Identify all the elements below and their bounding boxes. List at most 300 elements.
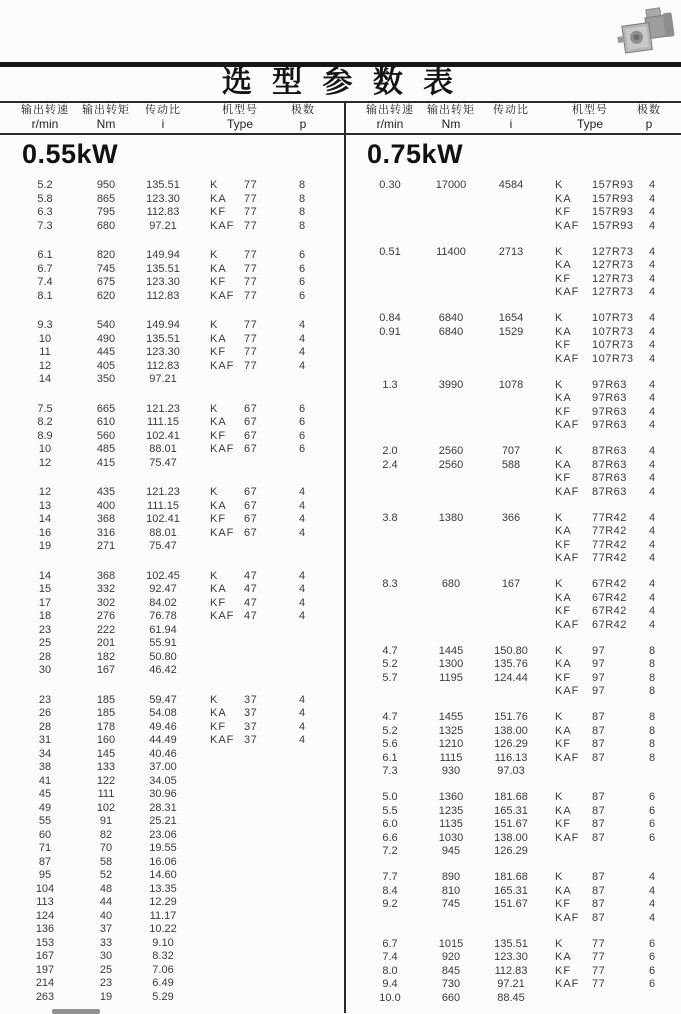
header-unit: i [161, 117, 165, 131]
cell-type-letter [194, 991, 244, 1005]
cell-poles: 6 [298, 276, 306, 288]
table-row [355, 578, 679, 592]
cell-output-speed: 5.2 [382, 724, 398, 737]
cell-ratio: 102.45 [146, 569, 180, 582]
cell-output-torque: 91 [99, 815, 113, 827]
cell-ratio: 30.96 [149, 788, 177, 800]
cell-type-size [244, 829, 284, 843]
cell-type-letter: KAF [555, 978, 580, 990]
cell-type-size [592, 992, 642, 1006]
table-row [10, 964, 340, 978]
cell-type-letter: KF [555, 272, 572, 285]
table-row [355, 472, 679, 486]
cell-type-size: 67 [244, 526, 258, 539]
cell-output-speed: 0.51 [379, 245, 401, 258]
table-row [355, 752, 679, 766]
cell-output-speed: 113 [36, 896, 54, 908]
cell-ratio: 55.91 [149, 637, 177, 649]
table-row [10, 761, 340, 775]
cell-poles: 4 [648, 485, 656, 498]
cell-output-torque [425, 259, 477, 273]
cell-output-speed: 7.5 [37, 402, 53, 415]
cell-type-size: 67R42 [592, 578, 627, 590]
cell-output-torque: 950 [96, 179, 116, 191]
cell-output-speed: 14 [38, 513, 52, 525]
table-row [355, 286, 679, 300]
cell-poles: 4 [648, 419, 656, 431]
cell-type-size: 87 [592, 898, 606, 910]
table-row [355, 392, 679, 406]
cell-output-speed [355, 220, 425, 234]
cell-poles: 8 [648, 685, 656, 697]
header-unit: Nm [96, 117, 116, 131]
cell-output-speed: 5.2 [382, 658, 398, 670]
cell-ratio [477, 605, 545, 619]
cell-ratio: 88.01 [149, 526, 177, 539]
cell-poles: 4 [648, 286, 656, 298]
cell-poles: 4 [648, 179, 656, 191]
cell-output-torque: 560 [96, 429, 116, 442]
cell-type-letter [194, 964, 244, 978]
cell-ratio: 123.30 [494, 951, 528, 963]
cell-output-torque: 660 [441, 991, 461, 1004]
cell-ratio: 97.21 [497, 978, 525, 990]
cell-poles [284, 937, 320, 951]
cell-ratio: 150.80 [494, 644, 528, 657]
cell-type-size [244, 896, 284, 910]
cell-type-letter: K [555, 644, 564, 657]
table-row [355, 791, 679, 805]
cell-type-size: 47 [244, 610, 258, 622]
cell-poles: 6 [648, 791, 656, 803]
cell-output-torque: 675 [96, 276, 116, 288]
cell-type-size: 127R73 [592, 272, 634, 285]
table-row [10, 457, 340, 471]
cell-poles: 6 [298, 289, 306, 302]
cell-type-letter: KAF [555, 286, 580, 298]
cell-ratio [477, 619, 545, 633]
cell-output-speed: 14 [38, 373, 52, 385]
cell-output-torque: 1115 [439, 751, 463, 764]
cell-type-letter: K [555, 711, 564, 723]
cell-type-size: 87 [592, 738, 606, 750]
table-row [355, 871, 679, 885]
cell-poles: 4 [648, 898, 656, 910]
cell-type-letter: KA [210, 192, 227, 205]
cell-output-torque: 40 [99, 909, 113, 922]
table-row [10, 249, 340, 263]
header-ratio [477, 104, 545, 131]
cell-output-speed: 7.2 [382, 845, 398, 857]
row-group [355, 312, 679, 366]
table-row [10, 319, 340, 333]
cell-type-size [244, 457, 284, 471]
cell-poles: 6 [648, 937, 656, 950]
cell-type-size: 77 [244, 192, 258, 205]
cell-type-letter: KAF [210, 289, 235, 302]
cell-type-letter: KAF [210, 610, 235, 622]
cell-output-torque: 680 [96, 219, 116, 232]
cell-type-letter: K [555, 445, 564, 457]
table-row [355, 765, 679, 779]
table-row [10, 829, 340, 843]
cell-output-torque [425, 286, 477, 300]
table-row [10, 910, 340, 924]
cell-poles [284, 923, 320, 937]
table-row [355, 406, 679, 420]
cell-output-torque [425, 539, 477, 553]
cell-type-letter: K [555, 179, 564, 191]
cell-type-letter: KA [555, 458, 572, 471]
cell-ratio: 123.30 [146, 346, 180, 358]
cell-poles: 4 [648, 605, 656, 617]
cell-output-speed: 87 [38, 855, 52, 868]
cell-output-speed: 6.1 [382, 751, 398, 764]
table-row [10, 610, 340, 624]
cell-type-size [592, 845, 642, 859]
header-output-speed [10, 104, 80, 131]
cell-poles: 8 [648, 658, 656, 670]
cell-ratio: 19.55 [149, 842, 177, 854]
cell-type-letter: KF [210, 206, 227, 218]
header-unit: p [299, 117, 307, 131]
cell-type-letter: K [555, 312, 564, 324]
cell-poles: 6 [298, 262, 306, 275]
table-row [10, 527, 340, 541]
cell-type-size: 107R73 [592, 339, 634, 351]
cell-output-torque: 160 [96, 734, 116, 746]
table-row [355, 805, 679, 819]
cell-output-torque: 6840 [438, 312, 464, 324]
cell-output-torque: 1360 [438, 791, 464, 803]
cell-poles [284, 842, 320, 856]
cell-type-size [244, 842, 284, 856]
cell-type-letter: K [210, 179, 219, 191]
cell-ratio: 61.94 [149, 623, 177, 636]
cell-poles [284, 761, 320, 775]
cell-ratio: 9.10 [152, 936, 174, 949]
cell-ratio: 97.21 [149, 373, 177, 385]
cell-type-size: 47 [244, 569, 258, 582]
cell-type-size: 97R63 [592, 419, 627, 431]
cell-type-size: 37 [244, 707, 258, 719]
gearbox-product-photo [613, 2, 679, 64]
cell-type-size: 77 [244, 262, 258, 275]
table-row [10, 788, 340, 802]
cell-ratio [477, 339, 545, 353]
cell-ratio: 88.01 [149, 443, 177, 455]
cell-output-speed: 38 [38, 761, 52, 773]
cell-output-torque: 17000 [435, 179, 467, 191]
header-label-cn: 输出转矩 [427, 104, 475, 116]
cell-type-size: 77 [592, 951, 606, 963]
cell-output-speed: 104 [35, 882, 55, 895]
cell-type-letter: KA [555, 804, 572, 817]
cell-ratio: 135.51 [494, 937, 528, 950]
cell-type-size [244, 923, 284, 937]
cell-output-speed: 197 [35, 963, 55, 976]
cell-type-letter [194, 910, 244, 924]
cell-ratio: 76.78 [149, 610, 177, 622]
cell-type-size: 157R93 [592, 192, 634, 205]
cell-output-speed: 31 [38, 734, 52, 746]
row-group [10, 249, 340, 303]
cell-ratio: 13.35 [149, 882, 177, 895]
cell-ratio: 151.67 [494, 818, 528, 830]
cell-type-letter [194, 788, 244, 802]
table-row [355, 206, 679, 220]
cell-type-letter [194, 883, 244, 897]
cell-type-size: 97 [592, 644, 606, 657]
cell-type-letter: KA [210, 262, 227, 275]
cell-output-torque [425, 273, 477, 287]
cell-type-size [244, 637, 284, 651]
cell-ratio [477, 286, 545, 300]
cell-type-size: 37 [244, 720, 258, 733]
cell-poles: 6 [648, 964, 656, 977]
table-row [355, 738, 679, 752]
cell-output-torque: 485 [96, 443, 116, 455]
cell-type-letter: KA [555, 658, 572, 670]
cell-type-size: 87R63 [592, 472, 627, 484]
cell-poles: 4 [298, 707, 306, 719]
cell-ratio [477, 525, 545, 539]
cell-output-torque: 185 [96, 707, 116, 719]
cell-type-size: 87R63 [592, 458, 627, 471]
cell-poles [284, 748, 320, 762]
cell-output-speed [355, 619, 425, 633]
cell-poles [642, 992, 662, 1006]
cell-output-speed: 17 [38, 596, 52, 609]
cell-output-torque: 167 [96, 664, 116, 676]
cell-ratio: 34.05 [149, 774, 177, 787]
cell-ratio: 138.00 [494, 724, 528, 737]
cell-type-letter: KA [555, 884, 572, 897]
cell-output-torque: 945 [441, 845, 461, 857]
cell-type-letter: KAF [555, 552, 580, 564]
cell-type-size: 77 [592, 964, 606, 977]
cell-output-torque: 23 [99, 977, 113, 989]
cell-output-speed: 4.7 [382, 711, 398, 723]
cell-poles [284, 977, 320, 991]
cell-poles: 4 [648, 578, 656, 590]
cell-output-speed [355, 259, 425, 273]
cell-ratio: 8.32 [152, 950, 174, 962]
cell-poles: 4 [648, 259, 656, 271]
cell-ratio [477, 273, 545, 287]
table-row [10, 775, 340, 789]
cell-poles [284, 788, 320, 802]
cell-output-torque [425, 353, 477, 367]
cell-type-letter [194, 637, 244, 651]
table-row [10, 333, 340, 347]
cell-type-size [244, 964, 284, 978]
cell-output-torque: 920 [441, 951, 461, 963]
cell-output-speed: 6.7 [37, 262, 53, 275]
cell-type-letter [194, 937, 244, 951]
cell-ratio: 165.31 [494, 884, 528, 897]
cell-poles: 8 [648, 751, 656, 764]
cell-type-letter: KF [210, 429, 227, 442]
table-row [10, 883, 340, 897]
cell-ratio: 16.06 [149, 855, 177, 868]
cell-poles: 6 [298, 429, 306, 442]
cell-ratio: 149.94 [146, 319, 180, 331]
table-row [355, 379, 679, 393]
cell-output-speed [355, 539, 425, 553]
cell-poles [284, 869, 320, 883]
cell-type-size: 67 [244, 443, 258, 455]
cell-output-speed: 23 [38, 693, 52, 706]
table-row [10, 721, 340, 735]
cell-poles: 4 [648, 392, 656, 404]
cell-type-size: 67 [244, 513, 258, 525]
table-row [355, 193, 679, 207]
row-group [355, 711, 679, 779]
cell-ratio [477, 259, 545, 273]
cell-ratio: 126.29 [494, 845, 528, 857]
table-row [10, 950, 340, 964]
cell-type-size: 127R73 [592, 245, 634, 258]
cell-output-speed [355, 286, 425, 300]
cell-poles: 6 [298, 249, 306, 261]
cell-output-torque: 33 [99, 936, 113, 949]
cell-output-torque [425, 406, 477, 420]
table-row [355, 658, 679, 672]
row-group [10, 319, 340, 387]
cell-type-size [244, 540, 284, 554]
cell-output-speed: 2.4 [382, 458, 398, 471]
cell-output-torque: 70 [99, 842, 113, 854]
cell-poles: 4 [648, 352, 656, 365]
cell-type-size: 37 [244, 734, 258, 746]
cell-output-torque [425, 220, 477, 234]
cell-type-size: 87 [592, 751, 606, 764]
cell-output-speed: 8.3 [382, 578, 398, 590]
table-row [355, 353, 679, 367]
cell-output-speed [355, 273, 425, 287]
cell-type-size: 87 [592, 884, 606, 897]
cell-output-speed [355, 486, 425, 500]
cell-output-torque: 1380 [438, 511, 464, 524]
cell-type-letter: K [555, 791, 564, 803]
cell-type-letter: KF [210, 596, 227, 609]
cell-type-letter: KA [210, 332, 227, 345]
table-row [10, 570, 340, 584]
cell-output-speed: 26 [38, 707, 52, 719]
cell-output-speed: 6.1 [37, 249, 53, 261]
table-row [10, 869, 340, 883]
cell-output-torque: 368 [96, 513, 116, 525]
header-label-cn: 输出转速 [366, 104, 414, 116]
cell-poles: 4 [298, 596, 306, 609]
cell-ratio: 181.68 [494, 791, 528, 803]
cell-type-size [244, 991, 284, 1005]
cell-type-letter: KAF [555, 419, 580, 431]
cell-output-speed: 55 [38, 815, 52, 827]
header-unit: p [645, 117, 653, 131]
cell-ratio: 1529 [498, 325, 524, 338]
table-row [355, 978, 679, 992]
table-row [10, 193, 340, 207]
row-group [355, 645, 679, 699]
cell-poles: 4 [648, 192, 656, 205]
cell-type-letter: KAF [555, 685, 580, 697]
cell-poles [284, 991, 320, 1005]
cell-type-size: 97R63 [592, 405, 627, 418]
cell-output-torque: 111 [97, 788, 115, 800]
cell-type-letter: KAF [555, 352, 580, 365]
cell-type-size: 67 [244, 486, 258, 498]
table-row [355, 725, 679, 739]
cell-output-torque: 745 [441, 898, 461, 910]
cell-ratio: 92.47 [149, 583, 177, 595]
cell-type-size [244, 950, 284, 964]
cell-output-speed: 5.2 [37, 179, 53, 191]
cell-type-letter: KAF [555, 911, 580, 924]
cell-output-torque: 1195 [439, 671, 463, 684]
cell-output-torque: 845 [441, 964, 461, 977]
cell-ratio: 135.76 [494, 658, 528, 670]
cell-ratio: 135.51 [146, 262, 180, 275]
cell-output-torque: 1030 [438, 831, 464, 844]
cell-output-speed: 45 [38, 788, 52, 800]
cell-ratio: 588 [501, 458, 521, 471]
cell-type-size: 77 [592, 937, 606, 950]
cell-poles: 4 [298, 610, 306, 622]
cell-ratio: 126.29 [494, 738, 528, 750]
table-row [10, 802, 340, 816]
cell-type-letter: K [210, 569, 219, 582]
cell-output-torque: 415 [96, 456, 116, 469]
cell-ratio: 7.06 [152, 963, 174, 976]
cell-output-torque: 890 [441, 871, 461, 883]
cell-output-torque: 44 [99, 896, 113, 908]
cell-ratio: 116.13 [494, 751, 528, 764]
cell-ratio [477, 220, 545, 234]
cell-type-letter: KF [210, 720, 227, 733]
cell-poles [284, 637, 320, 651]
cell-type-letter [194, 977, 244, 991]
cell-type-letter: KAF [555, 831, 580, 844]
cell-output-torque: 1455 [438, 711, 464, 723]
cell-type-size: 127R73 [592, 286, 634, 298]
cell-poles [284, 856, 320, 870]
cell-type-letter: KAF [210, 734, 235, 746]
cell-type-letter: KF [555, 671, 572, 684]
cell-output-speed: 6.6 [382, 831, 398, 844]
cell-type-size: 67 [244, 499, 258, 512]
table-row [355, 326, 679, 340]
cell-poles: 4 [648, 525, 656, 537]
table-row [355, 339, 679, 353]
cell-type-size: 87 [592, 791, 606, 803]
cell-poles: 4 [298, 319, 306, 331]
cell-type-letter: KA [555, 724, 572, 737]
cell-poles: 4 [298, 346, 306, 358]
header-label-cn: 机型号 [222, 104, 258, 116]
cell-type-letter: KA [555, 259, 572, 271]
table-row [355, 965, 679, 979]
cell-ratio: 102.41 [146, 429, 180, 442]
cell-type-size: 77 [244, 206, 258, 218]
cell-type-letter: KA [555, 591, 572, 604]
cell-output-torque: 1325 [438, 724, 464, 737]
cell-output-speed: 13 [38, 499, 52, 512]
cell-type-size: 77 [244, 319, 258, 331]
cell-output-torque [425, 193, 477, 207]
cell-type-size [244, 910, 284, 924]
